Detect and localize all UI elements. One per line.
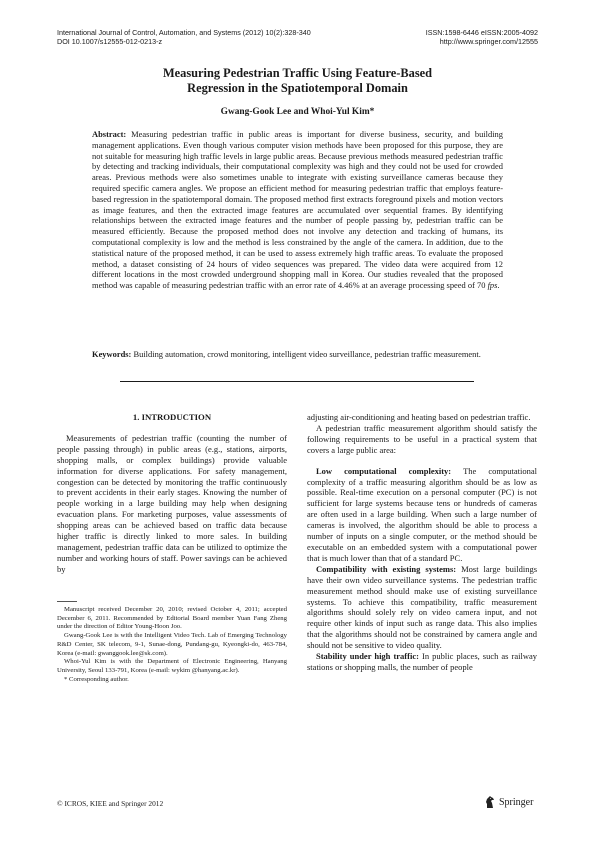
springer-wordmark: Springer [499, 796, 534, 808]
issn: ISSN:1598-6446 eISSN:2005-4092 [425, 28, 538, 37]
right-column [307, 412, 537, 673]
keywords [92, 349, 503, 360]
abstract [92, 129, 503, 291]
springer-logo [484, 795, 533, 809]
abstract-end: . [497, 280, 500, 291]
requirement-text: In public places, such as railway stations or shopping malls, the number of people [307, 651, 538, 672]
copyright-notice: © ICROS, KIEE and Springer 2012 [57, 799, 164, 808]
footnote-author-2: Whoi-Yul Kim is with the Department of Electronic Engineering, Hanyang University, Seoul 133-791, Korea (e-mail: wykim @hanyang.ac.kr). [57, 658, 287, 674]
title-line-1: Measuring Pedestrian Traffic Using Feature-Based [162, 66, 433, 80]
keywords-text: Building automation, crowd monitoring, intelligent video surveillance, pedestrian traffic measurement. [133, 349, 481, 359]
author-list: Gwang-Gook Lee and Whoi-Yul Kim* [220, 107, 375, 117]
springer-knight-icon [484, 795, 496, 809]
footnotes [57, 606, 287, 684]
title-line-2: Regression in the Spatiotemporal Domain [187, 81, 408, 95]
footnote-corresponding: * Corresponding author. [64, 675, 129, 683]
requirement-computational-complexity [307, 466, 537, 564]
requirement-text: Most large buildings have their own video surveillance systems. The pedestrian traffic measurement method should make use of existing surveillance systems. To achieve this compatibility, traffic measurement algorithms should solely rely on video camera input, and not require other kinds of input such as range data. This also implies that the algorithms should not be constrained by camera angle and should not be sensitive to video quality. [307, 563, 537, 651]
requirement-label: Low computational complexity: [316, 465, 452, 476]
journal-header [57, 28, 311, 47]
intro-paragraph-2: A pedestrian traffic measurement algorithm should satisfy the following requirements to be useful in a practical system that covers a large public area: [307, 422, 537, 455]
journal-citation: International Journal of Control, Automation, and Systems (2012) 10(2):328-340 [57, 28, 311, 37]
abstract-text: Measuring pedestrian traffic in public areas is important for diverse business, security, and building management applications. Even though various computer vision methods have been proposed for this purpose, they are not suitable for measuring high traffic levels in large public areas. Because previous methods measured pedestrian traffic by detecting and tracking individuals, their computational complexity was high and they could not be used for crowded areas. Previous methods were also sometimes unable to integrate with existing surveillance cameras because they required specific camera angles. We propose an efficient method for measuring pedestrian traffic that employs feature-based regression in the spatiotemporal domain. The proposed method first extracts foreground pixels and motion vectors as image features, and then the extracted image features are accumulated over sequential frames. By identifying relationships between the extracted image features and the number of people passing by, pedestrian traffic can be measured efficiently. Because the proposed method does not involve any detection and tracking of humans, its computational complexity is low and the method is less constrained by the angle of the camera. In addition, due to the statistical nature of the proposed method, it can be used to assess extremely high traffic areas. To evaluate the proposed method, a dataset consisting of 24 hours of video sequences was prepared. The video data were acquired from 12 different locations in the most crowded underground shopping mall in Korea. Our studies revealed that the proposed method was capable of measuring pedestrian traffic with an error rate of 4.46% at an average processing speed of 70 [92, 129, 503, 291]
footnote-manuscript: Manuscript received December 20, 2010; revised October 4, 2011; accepted December 6, 2011. Recommended by Editorial Board member Yuan Fang Zheng under the direction of Editor Young-Hoon Joo. [57, 606, 287, 631]
abstract-label: Abstract: [92, 129, 127, 139]
journal-url[interactable]: http://www.springer.com/12555 [439, 37, 538, 47]
footnote-divider [57, 601, 77, 602]
requirement-label: Compatibility with existing systems: [316, 563, 457, 574]
requirement-stability [307, 651, 537, 673]
issn-header [426, 28, 538, 47]
intro-paragraph-1-continued: adjusting air-conditioning and heating based on pedestrian traffic. [307, 412, 531, 422]
requirement-compatibility [307, 564, 537, 651]
doi: DOI 10.1007/s12555-012-0213-z [57, 37, 163, 47]
keywords-label: Keywords: [92, 349, 132, 359]
requirement-label: Stability under high traffic: [316, 651, 419, 662]
left-column [57, 412, 287, 575]
abstract-fps: fps [487, 280, 498, 291]
intro-paragraph-1: Measurements of pedestrian traffic (counting the number of people passing through) in public areas (e.g., stations, airports, shopping malls, or complex buildings) provide valuable information for diverse applications. For safety management, congestion can be detected by monitoring the traffic continuously to prevent accidents in their early stages. Knowing the number of people working in a large building may help when designing evacuation plans. For marketing purposes, value assessments of shopping areas can be achieved based on traffic data because higher traffic is directly linked to more sales. In building management, pedestrian traffic data can be utilized to optimize the number and working hours of staff. Power savings can be achieved by [57, 432, 287, 574]
section-divider [120, 381, 474, 382]
section-heading: 1. INTRODUCTION [132, 412, 212, 422]
paper-title [57, 66, 538, 96]
requirement-text: The computational complexity of a traffic measuring algorithm should be as low as possible. Real-time execution on a personal computer (PC) is not sufficient for large systems because tens or hundreds of cameras are often used in a large building. When such a large number of cameras is involved, the algorithm should be able to process a number of inputs on a single computer, or the method should be executable on an embedded system with a computational power that is much lower than that of a standard PC. [307, 465, 538, 563]
footnote-author-1: Gwang-Gook Lee is with the Intelligent Video Tech. Lab of Emerging Technology R&D Center, SK telecom, 9-1, Sunae-dong, Pundang-gu, Kyeongki-do, 463-784, Korea (e-mail: gwanggook.lee@sk.com). [57, 632, 287, 657]
